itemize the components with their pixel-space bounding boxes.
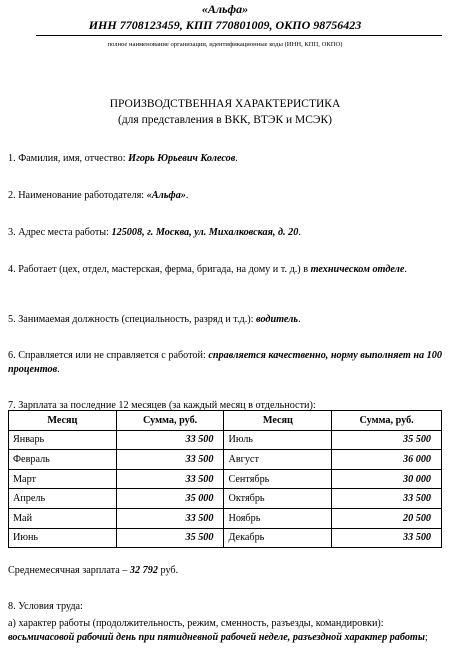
item-2-label: 2. Наименование работодателя: <box>8 190 147 201</box>
sum-cell: 35 000 <box>116 489 224 509</box>
month-cell: Сентябрь <box>224 469 332 489</box>
document-subtitle: (для представления в ВКК, ВТЭК и МСЭК) <box>117 114 333 126</box>
table-row <box>9 469 442 489</box>
header-sum-1: Сумма, руб. <box>116 411 224 431</box>
month-cell: Август <box>224 450 332 470</box>
sum-cell: 20 500 <box>332 508 442 528</box>
sum-cell: 36 000 <box>332 450 442 470</box>
month-cell: Октябрь <box>224 489 332 509</box>
table-row <box>9 450 442 470</box>
table-row <box>9 528 442 548</box>
item-1-value: Игорь Юрьевич Колесов <box>128 153 236 164</box>
sum-cell: 33 500 <box>116 430 224 450</box>
item-2-value: «Альфа» <box>146 190 186 201</box>
item-8a: а) характер работы (продолжительность, режим, сменность, разъезды, командировки): восьмичасовой рабочий день при пятидневной рабочей неделе, разъездной характер работы; <box>8 618 428 643</box>
item-1: 1. Фамилия, имя, отчество: Игорь Юрьевич Колесов. <box>8 153 238 164</box>
item-8 <box>8 600 446 614</box>
month-cell: Март <box>9 469 117 489</box>
header-underline <box>36 35 442 36</box>
item-4-label: 4. Работает (цех, отдел, мастерская, ферма, бригада, на дому и т. д.) в <box>8 264 311 275</box>
item-6-value: справляется качественно, норму выполняет на 100 процентов <box>8 350 442 375</box>
org-codes: ИНН 7708123459, КПП 770801009, ОКПО 98756423 <box>88 18 362 32</box>
header-month-1: Месяц <box>9 411 117 431</box>
sum-cell: 33 500 <box>332 528 442 548</box>
salary-table <box>8 410 442 548</box>
average-salary-value: 32 792 <box>129 565 158 576</box>
item-7-label: 7. Зарплата за последние 12 месяцев (за каждый месяц в отдельности): <box>8 400 316 411</box>
month-cell: Апрель <box>9 489 117 509</box>
item-6: 6. Справляется или не справляется с работой: справляется качественно, норму выполняет на 100 процентов. <box>8 350 442 375</box>
item-6-label: 6. Справляется или не справляется с работой: <box>8 350 209 361</box>
month-cell: Июнь <box>9 528 117 548</box>
item-8a-value: восьмичасовой рабочий день при пятидневной рабочей неделе, разъездной характер работы <box>8 631 425 643</box>
sum-cell: 33 500 <box>116 469 224 489</box>
month-cell: Декабрь <box>224 528 332 548</box>
table-row <box>9 430 442 450</box>
sum-cell: 33 500 <box>116 450 224 470</box>
table-row <box>9 489 442 509</box>
sum-cell: 30 000 <box>332 469 442 489</box>
month-cell: Январь <box>9 430 117 450</box>
item-2: 2. Наименование работодателя: «Альфа». <box>8 190 189 201</box>
table-row <box>9 508 442 528</box>
item-3: 3. Адрес места работы: 125008, г. Москва, ул. Михалковская, д. 20. <box>8 227 301 238</box>
org-name: «Альфа» <box>201 2 249 16</box>
item-5-label: 5. Занимаемая должность (специальность, разряд и т.д.): <box>8 314 257 325</box>
item-4: 4. Работает (цех, отдел, мастерская, ферма, бригада, на дому и т. д.) в техническом отделе. <box>8 264 407 275</box>
item-3-value: 125008, г. Москва, ул. Михалковская, д. 20 <box>111 227 299 238</box>
salary-table-header <box>9 411 442 431</box>
sum-cell: 35 500 <box>332 430 442 450</box>
header-sum-2: Сумма, руб. <box>332 411 442 431</box>
average-salary <box>8 564 446 578</box>
item-4-value: техническом отделе <box>310 264 405 275</box>
sum-cell: 33 500 <box>116 508 224 528</box>
sum-cell: 35 500 <box>116 528 224 548</box>
item-1-label: 1. Фамилия, имя, отчество: <box>8 153 129 164</box>
item-3-label: 3. Адрес места работы: <box>8 227 112 238</box>
header-hint: полное наименование организации, идентификационные коды (ИНН, КПП, ОКПО) <box>107 41 343 48</box>
header-month-2: Месяц <box>224 411 332 431</box>
item-8-label: 8. Условия труда: <box>8 601 83 612</box>
item-5-value: водитель <box>256 314 299 325</box>
month-cell: Февраль <box>9 450 117 470</box>
average-salary-unit: руб. <box>157 565 179 576</box>
sum-cell: 33 500 <box>332 489 442 509</box>
month-cell: Май <box>9 508 117 528</box>
month-cell: Ноябрь <box>224 508 332 528</box>
month-cell: Июль <box>224 430 332 450</box>
document-title: ПРОИЗВОДСТВЕННАЯ ХАРАКТЕРИСТИКА <box>109 98 341 110</box>
item-8a-label: а) характер работы (продолжительность, режим, сменность, разъезды, командировки): <box>8 618 384 629</box>
average-salary-label: Среднемесячная зарплата – <box>8 565 130 576</box>
item-5: 5. Занимаемая должность (специальность, разряд и т.д.): водитель. <box>8 314 301 325</box>
